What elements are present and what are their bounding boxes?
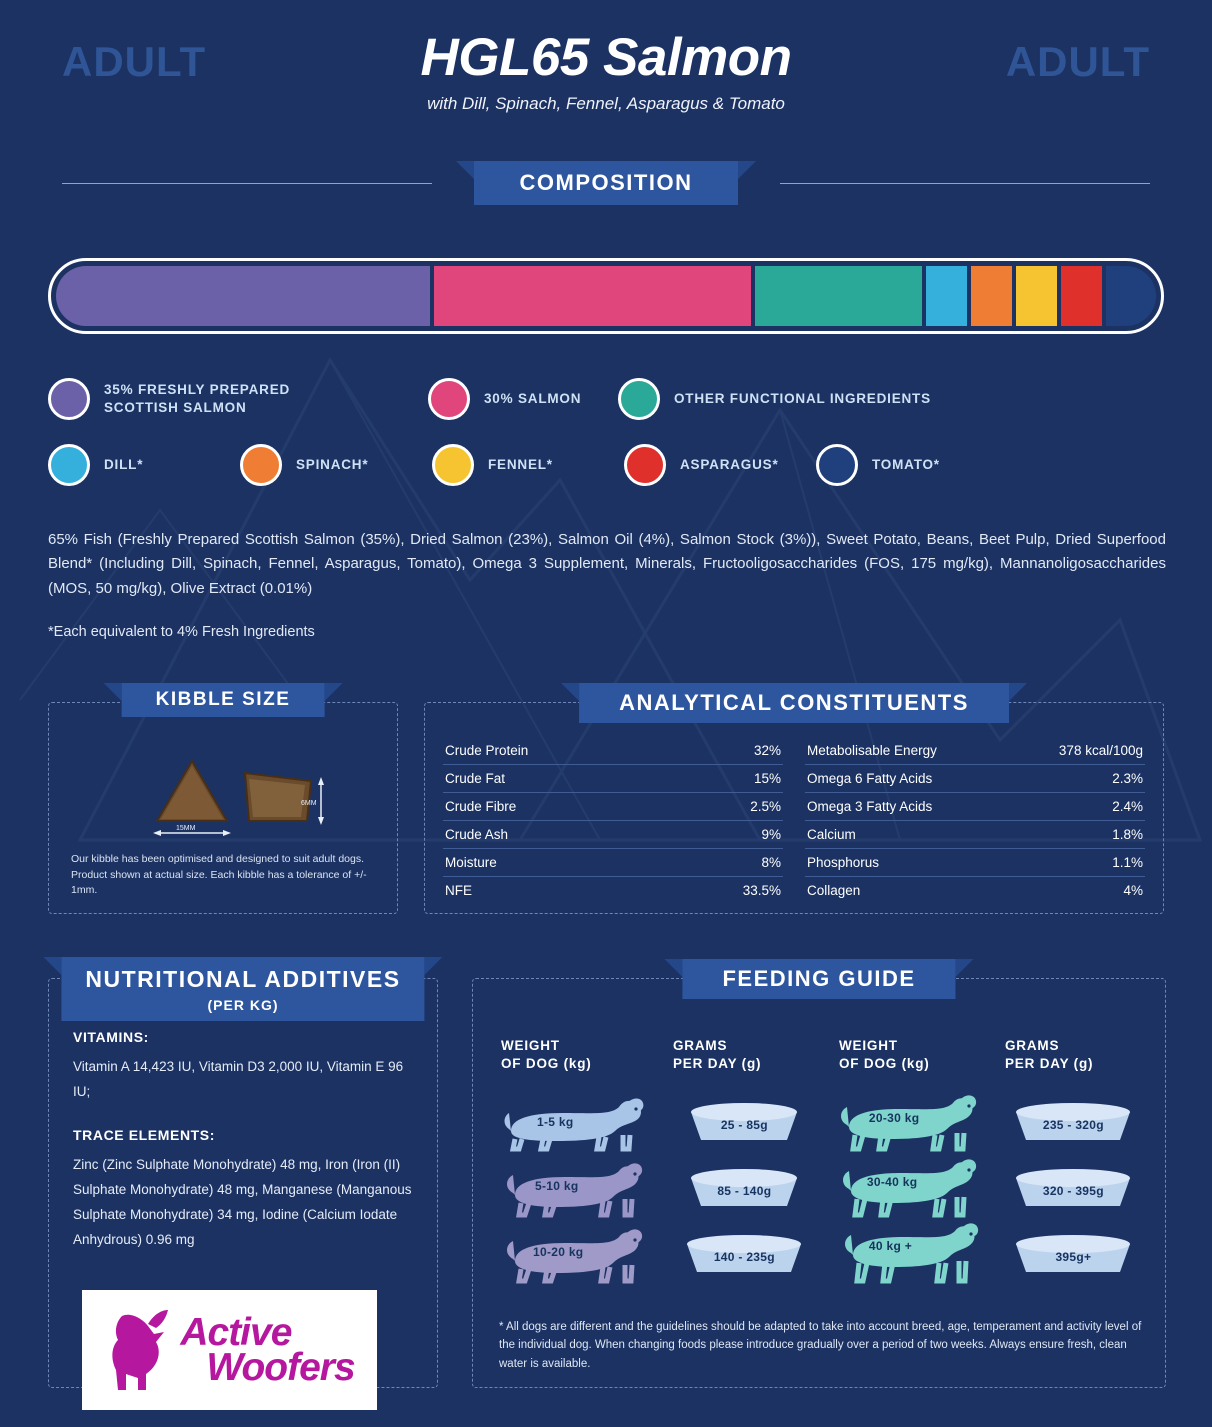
feeding-header-weight-left: WEIGHT OF DOG (kg) [501,1038,592,1072]
feeding-weight-left-2: 5-10 kg [535,1179,579,1193]
feeding-dog-right-1 [825,1091,996,1153]
banner-rule-right [780,183,1150,184]
feeding-note: * All dogs are different and the guidelines should be adapted to take into account breed, age, temperament and activity level of the individual dog. When changing foods please introduce gradually over a period of two weeks. Always ensure fresh, clean water is available. [499,1320,1142,1370]
page-subtitle: with Dill, Spinach, Fennel, Asparagus & Tomato [427,93,785,113]
feeding-bowl-right-2 [996,1164,1151,1212]
constituent-name: Omega 3 Fatty Acids [807,799,933,814]
table-row [443,793,783,821]
legend-item-other [618,378,931,420]
table-row [493,1155,1151,1221]
feeding-table [493,1089,1151,1287]
constituent-value: 2.5% [750,799,781,814]
feeding-grams-left-2: 85 - 140g [717,1184,772,1198]
legend-dot-asparagus [624,444,666,486]
spacer [73,1105,419,1127]
legend-item-fresh-salmon [48,378,428,420]
constituent-value: 33.5% [742,883,781,898]
constituent-name: Crude Fibre [445,799,517,814]
constituent-name: NFE [445,883,472,898]
feeding-grams-left-1: 25 - 85g [720,1118,768,1132]
feeding-weight-left-3: 10-20 kg [533,1245,584,1259]
analytical-columns [443,737,1145,904]
constituent-value: 2.3% [1112,771,1143,786]
feeding-dog-left-3 [493,1223,664,1285]
feeding-bowl-left-1 [664,1098,825,1146]
feeding-dog-left-2 [493,1157,664,1219]
brand-logo-text [180,1310,355,1389]
table-row [443,765,783,793]
feeding-grams-left-3: 140 - 235g [713,1250,775,1264]
composition-banner: COMPOSITION [474,161,739,205]
table-row [805,821,1145,849]
table-row [493,1221,1151,1287]
svg-text:6MM: 6MM [301,800,317,807]
constituent-name: Crude Ash [445,827,509,842]
constituent-value: 8% [761,855,781,870]
feeding-bowl-left-2 [664,1164,825,1212]
additives-banner-wrap [61,957,424,1021]
trace-elements-heading: TRACE ELEMENTS: [73,1126,215,1143]
legend-label-dill: DILL* [104,456,144,472]
kibble-size-panel [48,689,398,914]
feeding-weight-left-1: 1-5 kg [537,1115,574,1129]
constituent-name: Crude Protein [445,743,529,758]
bar-segment-other [751,266,922,326]
constituent-value: 15% [753,771,781,786]
legend-row-2 [48,444,1168,486]
bar-segment-tomato [1102,266,1156,326]
constituent-name: Omega 6 Fatty Acids [807,771,933,786]
analytical-banner-wrap [579,683,1009,723]
kibble-banner: KIBBLE SIZE [122,683,325,717]
table-row [443,821,783,849]
feeding-banner: FEEDING GUIDE [682,959,955,999]
additives-banner-sub: (PER KG) [207,997,279,1013]
legend-item-spinach [240,444,432,486]
constituent-value: 1.8% [1112,827,1143,842]
constituent-value: 9% [761,827,781,842]
legend-label-salmon: 30% SALMON [484,390,582,406]
feeding-bowl-left-3 [664,1230,825,1278]
composition-legend [48,378,1168,486]
constituent-value: 1.1% [1112,855,1143,870]
brand-logo-line2: Woofers [206,1346,355,1389]
legend-dot-salmon [428,378,470,420]
table-row [443,849,783,877]
analytical-column-right [805,737,1145,904]
brand-logo-line1: Active [180,1310,292,1354]
table-row [805,849,1145,877]
constituent-name: Metabolisable Energy [807,743,937,758]
feeding-weight-right-3: 40 kg + [868,1239,913,1253]
composition-banner-wrap [0,161,1212,205]
bar-segment-fennel [1012,266,1057,326]
legend-label-spinach: SPINACH* [296,456,369,472]
legend-label-fennel: FENNEL* [488,456,553,472]
feeding-banner-wrap [682,959,955,999]
feeding-grams-right-2: 320 - 395g [1042,1184,1104,1198]
table-row [493,1089,1151,1155]
legend-label-tomato: TOMATO* [872,456,940,472]
feeding-column-headers [501,1037,1147,1073]
constituent-value: 2.4% [1112,799,1143,814]
page-header [0,0,1212,145]
legend-dot-tomato [816,444,858,486]
legend-dot-fresh-salmon [48,378,90,420]
feeding-header-weight-right: WEIGHT OF DOG (kg) [839,1038,930,1072]
dog-icon [503,1091,653,1153]
feeding-dog-right-2 [825,1157,996,1219]
constituent-value: 32% [753,743,781,758]
legend-item-fennel [432,444,624,486]
vitamins-text: Vitamin A 14,423 IU, Vitamin D3 2,000 IU, Vitamin E 96 IU; [73,1059,404,1099]
banner-rule-left [62,183,432,184]
adult-badge-left: ADULT [62,38,207,85]
legend-dot-other [618,378,660,420]
constituent-value: 4% [1123,883,1143,898]
feeding-weight-right-2: 30-40 kg [866,1175,918,1189]
legend-label-fresh-salmon: 35% FRESHLY PREPARED SCOTTISH SALMON [104,381,291,415]
vitamins-heading: VITAMINS: [73,1029,149,1045]
legend-item-asparagus [624,444,816,486]
feeding-grams-right-1: 235 - 320g [1042,1118,1104,1132]
additives-banner [61,957,424,1021]
feeding-header-grams-right: GRAMS PER DAY (g) [1005,1038,1094,1072]
bar-segment-salmon-fresh [56,266,430,326]
ingredients-paragraph: 65% Fish (Freshly Prepared Scottish Salmon (35%), Dried Salmon (23%), Salmon Oil (4%), Salmon Stock (3%)), Sweet Potato, Beans, Beet Pulp, Dried Superfood Blend* (Including Dill, Spinach, Fennel, Asparagus, Tomato), Omega 3 Supplement, Minerals, Fructooligosaccharides (FOS, 175 mg/kg), Mannanoligosaccharides (MOS, 50 mg/kg), Olive Extract (0.01%) [48,531,1166,597]
legend-label-other: OTHER FUNCTIONAL INGREDIENTS [674,390,931,406]
feeding-bowl-right-1 [996,1098,1151,1146]
feeding-guide-panel [472,966,1166,1388]
legend-label-asparagus: ASPARAGUS* [680,456,779,472]
additives-body [73,1029,419,1253]
legend-item-dill [48,444,240,486]
table-row [805,793,1145,821]
legend-dot-fennel [432,444,474,486]
adult-badge-right: ADULT [1005,38,1150,85]
kibble-banner-wrap [122,683,325,717]
analytical-constituents-panel [424,690,1164,914]
legend-item-salmon [428,378,618,420]
table-row [443,877,783,904]
bar-segment-spinach [967,266,1012,326]
trace-elements-text: Zinc (Zinc Sulphate Monohydrate) 48 mg, Iron (Iron (II) Sulphate Monohydrate) 48 mg, Manganese (Manganous Sulphate Monohydrate) 34 mg, Iodine (Calcium Iodate Anhydrous) 0.96 mg [73,1156,412,1247]
legend-dot-dill [48,444,90,486]
dog-icon [835,1223,985,1285]
table-row [805,877,1145,904]
page-title: HGL65 Salmon [420,28,792,87]
bar-segment-salmon-dried [430,266,751,326]
svg-text:15MM: 15MM [176,825,196,832]
kibble-illustration [49,733,397,843]
table-row [443,737,783,765]
feeding-dog-left-1 [493,1091,664,1153]
table-row [805,737,1145,765]
legend-row-1 [48,378,1168,420]
constituent-name: Collagen [807,883,861,898]
equivalent-note: *Each equivalent to 4% Fresh Ingredients [48,624,315,640]
feeding-grams-right-3: 395g+ [1055,1250,1092,1264]
table-row [805,765,1145,793]
kibble-shapes-icon [49,733,399,845]
bar-segment-asparagus [1057,266,1102,326]
constituent-name: Phosphorus [807,855,880,870]
dog-logo-icon [104,1304,176,1396]
constituent-name: Crude Fat [445,771,506,786]
legend-item-tomato [816,444,940,486]
feeding-header-grams-left: GRAMS PER DAY (g) [673,1038,762,1072]
feeding-bowl-right-3 [996,1230,1151,1278]
analytical-banner: ANALYTICAL CONSTITUENTS [579,683,1009,723]
constituent-value: 378 kcal/100g [1058,743,1143,758]
brand-logo [82,1290,377,1410]
feeding-dog-right-3 [825,1223,996,1285]
feeding-weight-right-1: 20-30 kg [868,1111,920,1125]
analytical-column-left [443,737,783,904]
additives-banner-label: NUTRITIONAL ADDITIVES [85,966,401,992]
kibble-caption: Our kibble has been optimised and designed to suit adult dogs. Product shown at actual size. Each kibble has a tolerance of +/- 1mm. [71,852,367,897]
legend-dot-spinach [240,444,282,486]
constituent-name: Calcium [807,827,856,842]
composition-bar [48,258,1164,334]
bar-segment-dill [922,266,967,326]
constituent-name: Moisture [445,855,497,870]
